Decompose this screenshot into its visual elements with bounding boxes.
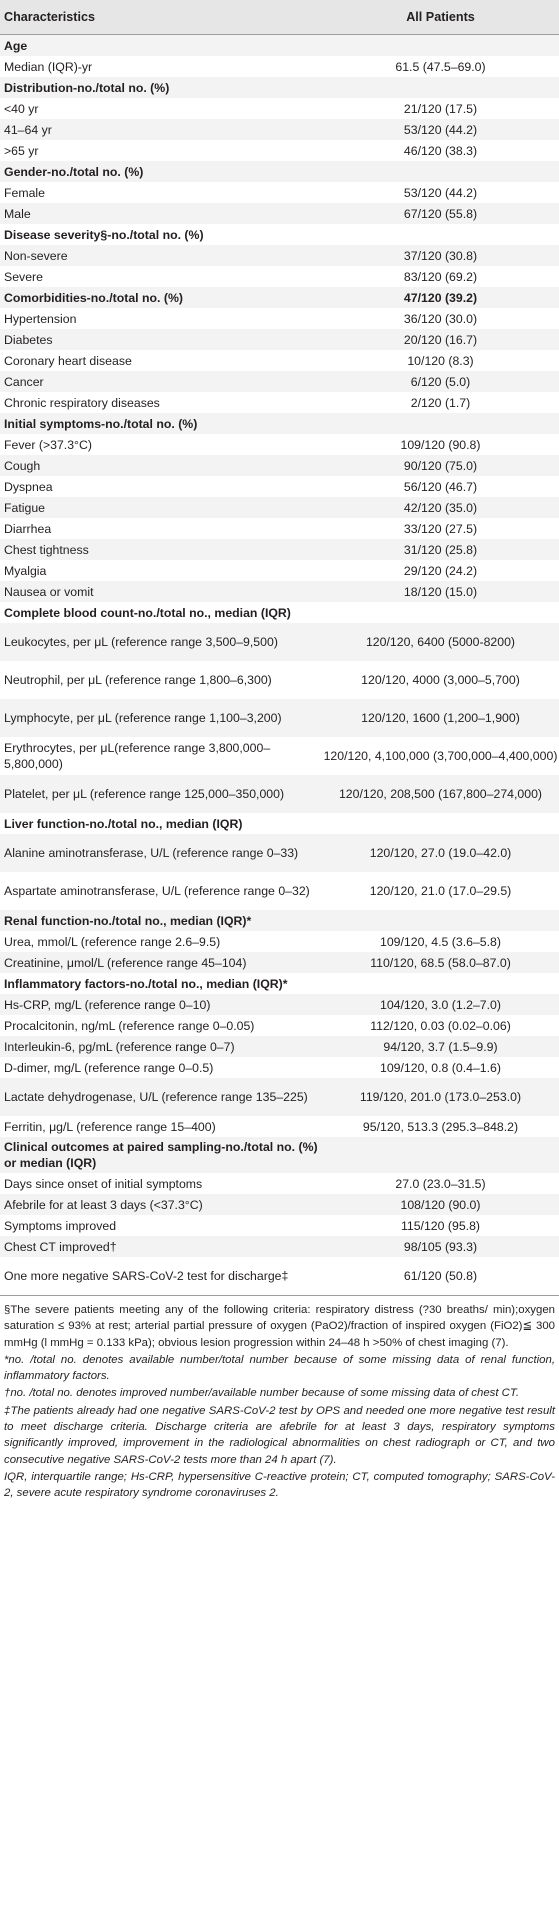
row-value: 2/120 (1.7) [410, 395, 471, 410]
footnote: IQR, interquartile range; Hs-CRP, hypersensitive C-reactive protein; CT, computed tomography; SARS-CoV-2, severe acute respiratory syndrome coronaviruses 2. [4, 1470, 555, 1500]
table-row [0, 560, 559, 581]
table-row [0, 182, 559, 203]
table-row [0, 371, 559, 392]
row-label: Non-severe [4, 248, 68, 263]
row-label: Comorbidities-no./total no. (%) [4, 290, 183, 305]
table-footnotes [0, 1296, 559, 1502]
table-row [0, 119, 559, 140]
section-row [0, 77, 559, 98]
row-label: Female [4, 185, 46, 200]
row-label: Age [4, 38, 28, 53]
table-row [0, 661, 559, 699]
row-label: Hypertension [4, 311, 77, 326]
row-value [322, 813, 559, 834]
row-label: Inflammatory factors-no./total no., median (IQR)* [4, 976, 288, 991]
footnote: §The severe patients meeting any of the following criteria: respiratory distress (?30 breaths/ min);oxygen saturation ≤ 93% at rest; arterial partial pressure of oxygen (PaO2)/fraction of inspired oxygen (FiO2)≦ 300 mmHg (l mmHg = 0.133 kPa); obvious lesion progression within 24–48 h >50% of chest imaging (7). [4, 1304, 555, 1349]
section-row [0, 973, 559, 994]
table-row [0, 581, 559, 602]
section-row [0, 161, 559, 182]
table-row [0, 1194, 559, 1215]
row-value: 27.0 (23.0–31.5) [395, 1176, 486, 1191]
table-row [0, 623, 559, 661]
section-row [0, 813, 559, 834]
row-value: 120/120, 6400 (5000-8200) [365, 635, 516, 649]
section-row [0, 1137, 559, 1173]
row-value: 109/120 (90.8) [400, 437, 481, 452]
row-label: Chest CT improved† [4, 1239, 117, 1254]
table-row [0, 266, 559, 287]
header-characteristics: Characteristics [4, 10, 96, 24]
row-value: 10/120 (8.3) [407, 353, 474, 368]
table-row [0, 931, 559, 952]
row-value: 67/120 (55.8) [403, 206, 478, 221]
section-row [0, 910, 559, 931]
row-value: 110/120, 68.5 (58.0–87.0) [370, 955, 511, 970]
row-label: Platelet, per μL (reference range 125,000–350,000) [4, 787, 285, 801]
row-label: Procalcitonin, ng/mL (reference range 0–0.05) [4, 1018, 255, 1033]
row-value [322, 910, 559, 931]
row-value [322, 413, 559, 434]
table-row [0, 455, 559, 476]
row-value: 98/105 (93.3) [403, 1239, 478, 1254]
row-value: 21/120 (17.5) [403, 101, 478, 116]
section-row [0, 224, 559, 245]
row-value: 108/120 (90.0) [400, 1197, 481, 1212]
table-row [0, 1173, 559, 1194]
row-label: Male [4, 206, 31, 221]
row-label: Liver function-no./total no., median (IQR) [4, 816, 243, 831]
row-value: 56/120 (46.7) [403, 479, 478, 494]
row-value: 95/120, 513.3 (295.3–848.2) [362, 1119, 519, 1134]
row-label: Urea, mmol/L (reference range 2.6–9.5) [4, 934, 221, 949]
table-body [0, 35, 559, 1296]
row-label: Leukocytes, per μL (reference range 3,500–9,500) [4, 635, 278, 649]
section-row [0, 35, 559, 57]
table-row [0, 775, 559, 813]
row-value: 120/120, 208,500 (167,800–274,000) [338, 787, 543, 801]
row-label: Cancer [4, 374, 44, 389]
footnote: †no. /total no. denotes improved number/available number because of some missing data of chest CT. [4, 1387, 519, 1400]
row-label: Chronic respiratory diseases [4, 395, 160, 410]
row-value: 120/120, 4,100,000 (3,700,000–4,400,000) [323, 749, 558, 763]
row-value: 37/120 (30.8) [403, 248, 478, 263]
row-label: Hs-CRP, mg/L (reference range 0–10) [4, 997, 211, 1012]
row-label: Days since onset of initial symptoms [4, 1176, 203, 1191]
row-value: 94/120, 3.7 (1.5–9.9) [383, 1039, 498, 1054]
row-value: 36/120 (30.0) [403, 311, 478, 326]
table-row [0, 497, 559, 518]
row-label: Complete blood count-no./total no., median (IQR) [4, 605, 291, 620]
table-row [0, 699, 559, 737]
row-label: Neutrophil, per μL (reference range 1,800–6,300) [4, 673, 272, 687]
table-row [0, 872, 559, 910]
table-row [0, 434, 559, 455]
row-value [322, 161, 559, 182]
row-label: >65 yr [4, 143, 39, 158]
row-label: Diabetes [4, 332, 53, 347]
table-row [0, 737, 559, 775]
table-row [0, 1236, 559, 1257]
table-row [0, 1257, 559, 1296]
row-value: 115/120 (95.8) [400, 1218, 481, 1233]
row-label: Ferritin, μg/L (reference range 15–400) [4, 1119, 216, 1134]
row-value: 61/120 (50.8) [403, 1269, 478, 1283]
table-row [0, 308, 559, 329]
table-row [0, 56, 559, 77]
table-row [0, 1215, 559, 1236]
row-label: Gender-no./total no. (%) [4, 164, 144, 179]
footnote: *no. /total no. denotes available number/total number because of some missing data of renal function, inflammatory factors. [4, 1353, 555, 1383]
row-label: Severe [4, 269, 43, 284]
table-row [0, 140, 559, 161]
table-row [0, 98, 559, 119]
section-row [0, 287, 559, 308]
row-value: 29/120 (24.2) [403, 563, 478, 578]
row-value: 20/120 (16.7) [403, 332, 478, 347]
row-label: Aspartate aminotransferase, U/L (reference range 0–32) [4, 884, 310, 898]
row-value: 112/120, 0.03 (0.02–0.06) [370, 1018, 511, 1033]
row-label: Lactate dehydrogenase, U/L (reference range 135–225) [4, 1090, 308, 1104]
table-row [0, 518, 559, 539]
row-value [322, 35, 559, 57]
table-row [0, 392, 559, 413]
row-value: 83/120 (69.2) [403, 269, 478, 284]
row-label: Disease severity§-no./total no. (%) [4, 227, 204, 242]
row-value: 109/120, 4.5 (3.6–5.8) [379, 934, 501, 949]
footnote: ‡The patients already had one negative SARS-CoV-2 test by OPS and needed one more negative test result to meet discharge criteria. Discharge criteria are afebrile for at least 3 days, respiratory symptoms significantly improved, improvement in the radiological abnormalities on chest radiograph or CT, and two consecutive negative SARS-CoV-2 tests more than 24 h apart (7). [4, 1404, 555, 1466]
row-value: 53/120 (44.2) [403, 122, 478, 137]
row-value: 90/120 (75.0) [403, 458, 478, 473]
row-label: Fatigue [4, 500, 46, 515]
table-row [0, 952, 559, 973]
row-label: One more negative SARS-CoV-2 test for discharge‡ [4, 1269, 289, 1283]
row-label: <40 yr [4, 101, 39, 116]
table-row [0, 476, 559, 497]
row-label: Clinical outcomes at paired sampling-no./total no. (%) or median (IQR) [4, 1140, 318, 1170]
row-label: Nausea or vomit [4, 584, 94, 599]
table-row [0, 203, 559, 224]
row-label: Creatinine, μmol/L (reference range 45–104) [4, 955, 247, 970]
table-header [0, 0, 559, 35]
row-value: 42/120 (35.0) [403, 500, 478, 515]
row-label: Dyspnea [4, 479, 53, 494]
header-row [0, 0, 559, 35]
row-label: Lymphocyte, per μL (reference range 1,100–3,200) [4, 711, 282, 725]
row-value: 120/120, 1600 (1,200–1,900) [361, 711, 520, 725]
table-row [0, 329, 559, 350]
table-row [0, 1078, 559, 1116]
row-value [322, 602, 559, 623]
row-label: Erythrocytes, per μL(reference range 3,800,000–5,800,000) [4, 741, 271, 771]
row-value [322, 973, 559, 994]
table-row [0, 1015, 559, 1036]
section-row [0, 602, 559, 623]
row-value: 53/120 (44.2) [403, 185, 478, 200]
row-value [322, 77, 559, 98]
row-label: Afebrile for at least 3 days (<37.3°C) [4, 1197, 203, 1212]
row-value [322, 1137, 559, 1173]
row-label: 41–64 yr [4, 122, 52, 137]
table-row [0, 245, 559, 266]
table-row [0, 834, 559, 872]
row-label: Alanine aminotransferase, U/L (reference range 0–33) [4, 846, 299, 860]
row-value: 119/120, 201.0 (173.0–253.0) [359, 1090, 522, 1104]
table-row [0, 994, 559, 1015]
row-label: Coronary heart disease [4, 353, 132, 368]
row-value: 31/120 (25.8) [403, 542, 478, 557]
row-value: 61.5 (47.5–69.0) [395, 59, 486, 74]
row-label: Interleukin-6, pg/mL (reference range 0–7) [4, 1039, 235, 1054]
row-value: 120/120, 21.0 (17.0–29.5) [369, 884, 512, 898]
row-value: 104/120, 3.0 (1.2–7.0) [379, 997, 501, 1012]
row-label: Median (IQR)-yr [4, 59, 93, 74]
row-value: 18/120 (15.0) [403, 584, 478, 599]
table-row [0, 539, 559, 560]
row-label: Cough [4, 458, 41, 473]
row-label: Distribution-no./total no. (%) [4, 80, 170, 95]
row-label: Initial symptoms-no./total no. (%) [4, 416, 198, 431]
row-label: Renal function-no./total no., median (IQR)* [4, 913, 252, 928]
row-value: 46/120 (38.3) [403, 143, 478, 158]
row-label: Symptoms improved [4, 1218, 117, 1233]
row-value: 120/120, 4000 (3,000–5,700) [361, 673, 520, 687]
table-row [0, 1057, 559, 1078]
section-row [0, 413, 559, 434]
row-label: Chest tightness [4, 542, 89, 557]
table-row [0, 1036, 559, 1057]
row-value: 120/120, 27.0 (19.0–42.0) [369, 846, 512, 860]
row-label: D-dimer, mg/L (reference range 0–0.5) [4, 1060, 214, 1075]
row-value [322, 224, 559, 245]
row-label: Myalgia [4, 563, 47, 578]
row-value: 109/120, 0.8 (0.4–1.6) [379, 1060, 501, 1075]
row-value: 47/120 (39.2) [403, 290, 478, 305]
header-all-patients: All Patients [406, 10, 475, 24]
row-label: Diarrhea [4, 521, 52, 536]
row-value: 6/120 (5.0) [410, 374, 471, 389]
row-value: 33/120 (27.5) [403, 521, 478, 536]
row-label: Fever (>37.3°C) [4, 437, 92, 452]
table-row [0, 1116, 559, 1137]
table-row [0, 350, 559, 371]
